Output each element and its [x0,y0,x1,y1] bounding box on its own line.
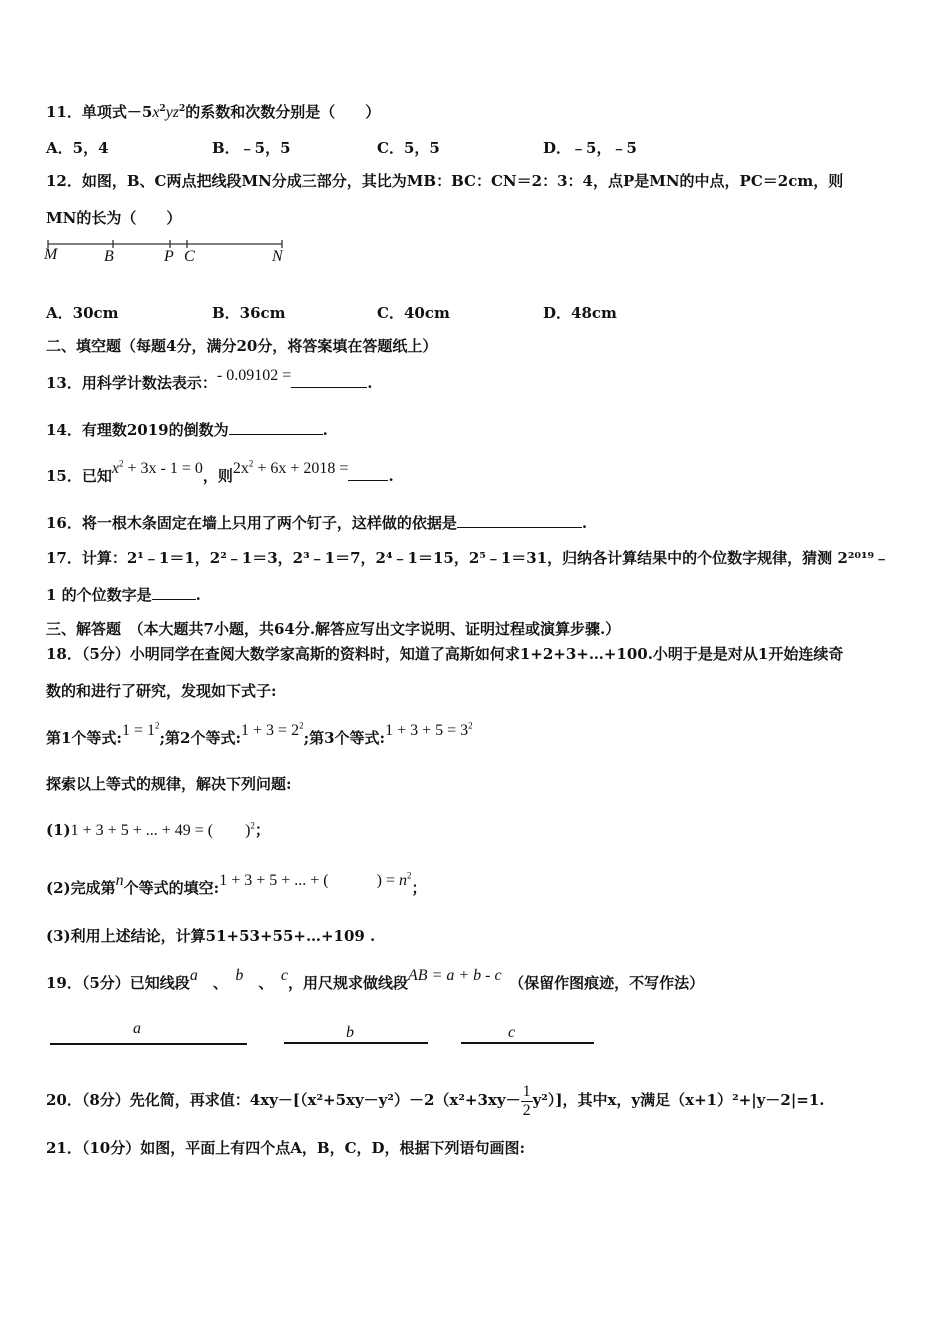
label-n: N [272,248,283,265]
label-p: P [164,248,174,265]
q15: 15．已知$x^2 + 3x - 1 = 0$，则$2x^2 + 6x + 2018$ = . [46,458,394,485]
q13: 13．用科学计数法表示：- 0.09102 = . [46,367,373,392]
q16: 16．将一根木条固定在墙上只用了两个钉子，这样做的依据是 . [46,514,588,532]
section2-heading: 二、填空题（每题4分，满分20分，将答案填在答题纸上） [46,337,438,355]
q12-option-c: C．40cm [377,304,450,322]
q12-option-b: B．36cm [212,304,286,322]
q12-line2: MN的长为（ ） [46,209,182,227]
q11-stem: 11．单项式$-5x^2yz^2$的系数和次数分别是（ ） [46,103,381,121]
q12-line1: 12．如图，B、C两点把线段MN分成三部分，其比为MB：BC：CN＝2：3：4，点P是MN的中点，PC＝2cm，则 [46,172,844,190]
q18-line2: 数的和进行了研究，发现如下式子: [46,682,277,700]
segment-c [461,1042,594,1044]
q11-option-c: C．5，5 [377,139,440,157]
label-b: B [104,248,114,265]
q19-segments [0,1020,950,1050]
q18-part3: (3)利用上述结论，计算51+53+55+…+109 . [46,927,376,945]
q11-option-b: B．﹣5，5 [212,139,291,157]
label-c: C [184,248,195,265]
q13-answer-blank [291,373,367,388]
q16-answer-blank [457,513,582,528]
q18-line1: 18．（5分）小明同学在查阅大数学家高斯的资料时，知道了高斯如何求1+2+3+…+100.小明于是是对从1开始连续奇 [46,645,844,663]
q15-answer-blank [348,466,388,481]
q20: 20．（8分）先化简，再求值：4xy－[（x²+5xy－y²）－2（x²+3xy－ $\frac{1}{2}$ y²）]，其中x，y满足（x+1）²+|y－2|=1. [46,1082,825,1119]
segment-a [50,1043,247,1045]
segment-c-label: c [508,1024,516,1041]
segment-b-label: b [346,1024,354,1041]
q17-line2: 1 的个位数字是 . [46,586,201,604]
q21: 21．（10分）如图，平面上有四个点A，B，C，D，根据下列语句画图: [46,1139,526,1157]
segment-a-label: a [133,1020,141,1037]
segment-b [284,1042,428,1044]
q18-equations: 第1个等式:1 = $1^2$;第2个等式:1 + $3 = 2^2$;第3个等式:1 + $3 + 5 = 3^2$ [46,720,473,747]
q18-part2: (2)完成第n个等式的填空:1 + 3 + 5 + ... + ( ) = $n^2$； [46,870,427,897]
q19: 19．（5分）已知线段a 、 b 、 c，用尺规求做线段AB = a + b - c （保留作图痕迹，不写作法） [46,967,705,992]
q11-option-a: A．5，4 [46,139,109,157]
q18-explore: 探索以上等式的规律，解决下列问题: [46,775,292,793]
q20-fraction: $\frac{1}{2}$ [522,1082,531,1119]
q14: 14．有理数2019的倒数为 . [46,421,328,439]
q11-option-d: D．﹣5，﹣5 [543,139,637,157]
q14-answer-blank [229,420,323,435]
section3-heading: 三、解答题 （本大题共7小题，共64分.解答应写出文字说明、证明过程或演算步骤.） [46,620,621,638]
label-m: M [44,246,58,263]
q12-option-d: D．48cm [543,304,617,322]
q12-figure [44,236,294,270]
q17-line1: 17．计算：2¹﹣1＝1，2²﹣1＝3，2³﹣1＝7，2⁴﹣1＝15，2⁵﹣1＝31，归纳各计算结果中的个位数字规律，猜测 2²⁰¹⁹﹣ [46,549,890,567]
q12-option-a: A．30cm [46,304,119,322]
q18-part1: (1)1 + 3 + 5 + ... + 49 = ( )$^2$； [46,820,270,839]
q17-answer-blank [152,585,196,600]
